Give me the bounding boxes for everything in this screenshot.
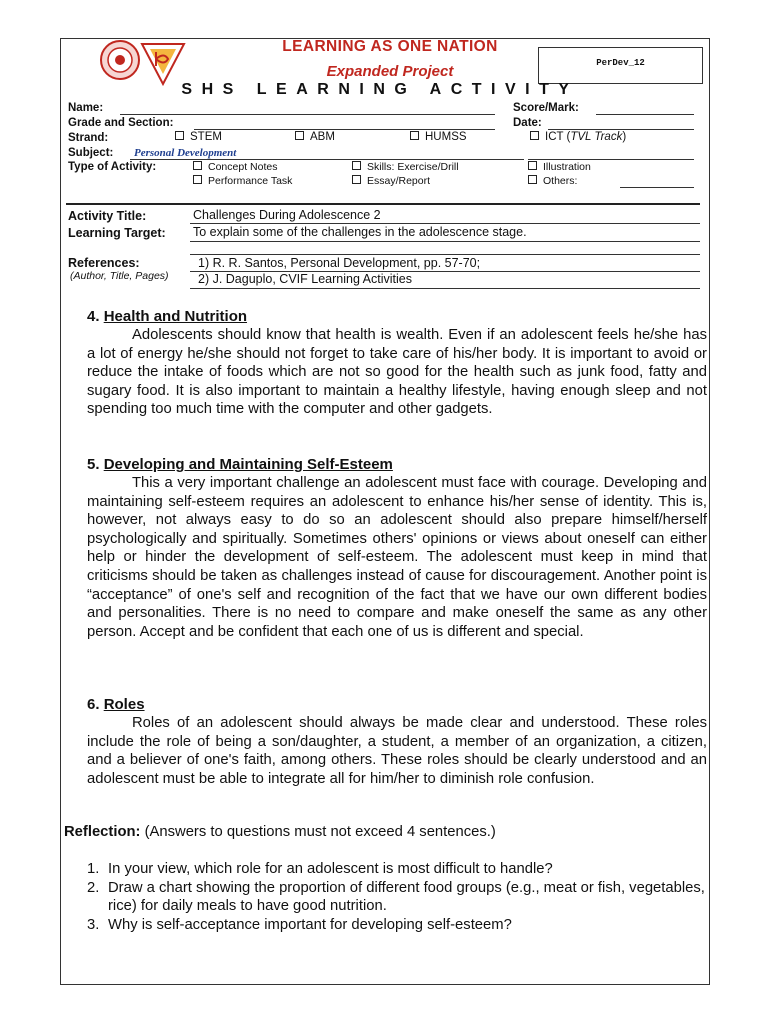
checkbox[interactable]	[352, 175, 361, 184]
type-option-others[interactable]: Others:	[528, 175, 577, 187]
section-heading-self-esteem: 5. Developing and Maintaining Self-Esteem	[87, 456, 393, 473]
list-item: 2. Draw a chart showing the proportion of different food groups (e.g., meat or fish, vegetables, rice) for daily meals to have good nutrition.	[87, 879, 705, 915]
checkbox[interactable]	[528, 175, 537, 184]
banner-title: LEARNING AS ONE NATION	[282, 38, 498, 55]
activity-title-value: Challenges During Adolescence 2	[193, 208, 381, 222]
checkbox[interactable]	[193, 161, 202, 170]
section-heading-health: 4. Health and Nutrition	[87, 308, 248, 325]
reference-line-2	[190, 288, 700, 289]
type-option-performance-task[interactable]: Performance Task	[193, 175, 292, 187]
date-field[interactable]	[548, 129, 694, 130]
grade-section-field[interactable]	[194, 129, 495, 130]
reference-line-top	[190, 254, 700, 255]
score-field[interactable]	[596, 114, 694, 115]
checkbox[interactable]	[528, 161, 537, 170]
learning-target-label: Learning Target:	[68, 226, 166, 240]
references-label: References:	[68, 256, 140, 270]
banner-subtitle: Expanded Project	[326, 63, 454, 80]
section-heading-roles: 6. Roles	[87, 696, 145, 713]
section-body-health: Adolescents should know that health is wealth. Even if an adolescent feels he/she has a lot of energy he/she should not forget to take care of his/her body. It is important to avoid or reduce the intake of foods which are not so good for the health such as junk food, fatty and sugary food. It is also important to maintain a healthy lifestyle, having enough sleep and not spending too much time with the computer and other gadgets.	[87, 327, 707, 418]
subject-extra-line	[528, 159, 694, 160]
strand-option-ict[interactable]: ICT (TVL Track)	[530, 131, 626, 143]
reflection-instruction: Reflection: (Answers to questions must not exceed 4 sentences.)	[64, 824, 496, 840]
section-body-self-esteem: This a very important challenge an adolescent must face with courage. Developing and maintaining self-esteem requires an adolescent to enhance his/her sense of identity. This is, however, not always easy to do so an adolescent should also prepare himself/herself psychologically and spiritually. Sometimes others' opinions or views about oneself can either help or hinder the development of self-esteem. The adolescent must keep in mind that criticisms should be taken as challenges instead of cause for discouragement. Another point is “acceptance” of one's self and recognition of the fact that we have our own different bodies and personalities. There is no need to compare and make oneself the same as any other person. Accept and be confident that each one of us is different and special.	[87, 475, 707, 640]
list-item: 1. In your view, which role for an adolescent is most difficult to handle?	[87, 861, 553, 877]
activity-title-label: Activity Title:	[68, 209, 147, 223]
strand-label: Strand:	[68, 132, 109, 144]
references-hint: (Author, Title, Pages)	[70, 270, 169, 282]
name-field[interactable]	[120, 114, 495, 115]
checkbox[interactable]	[295, 131, 304, 140]
learning-target-value: To explain some of the challenges in the adolescence stage.	[193, 225, 527, 239]
checkbox[interactable]	[193, 175, 202, 184]
learning-target-line	[190, 241, 700, 242]
subject-label: Subject:	[68, 147, 114, 159]
reference-2: 2) J. Daguplo, CVIF Learning Activities	[198, 272, 412, 286]
name-label: Name:	[68, 102, 104, 114]
checkbox[interactable]	[530, 131, 539, 140]
reflection-questions	[87, 860, 707, 934]
strand-option-abm[interactable]: ABM	[295, 131, 335, 143]
date-label: Date:	[513, 117, 542, 129]
type-option-concept-notes[interactable]: Concept Notes	[193, 161, 277, 173]
dlp-logo	[142, 44, 184, 84]
grade-section-label: Grade and Section:	[68, 117, 174, 129]
subject-field[interactable]	[130, 159, 524, 160]
subject-value: Personal Development	[134, 147, 237, 159]
course-code-box: PerDev_12	[538, 47, 703, 84]
strand-option-stem[interactable]: STEM	[175, 131, 222, 143]
school-seal-logo	[101, 41, 139, 79]
section-divider	[66, 203, 700, 205]
checkbox[interactable]	[410, 131, 419, 140]
section-body-roles: Roles of an adolescent should always be made clear and understood. These roles include the role of being a son/daughter, a student, a member of an organization, a citizen, and a believer of one's faith, among others. These roles should be clearly understood and an adolescent must be able to integrate all for him/her to diminish role confusion.	[87, 715, 707, 787]
checkbox[interactable]	[175, 131, 184, 140]
type-option-skills[interactable]: Skills: Exercise/Drill	[352, 161, 459, 173]
score-label: Score/Mark:	[513, 102, 579, 114]
checkbox[interactable]	[352, 161, 361, 170]
strand-option-humss[interactable]: HUMSS	[410, 131, 467, 143]
others-field[interactable]	[620, 187, 694, 188]
type-option-illustration[interactable]: Illustration	[528, 161, 591, 173]
activity-title-line	[190, 223, 700, 224]
list-item: 3. Why is self-acceptance important for developing self-esteem?	[87, 916, 512, 933]
reference-1: 1) R. R. Santos, Personal Development, pp. 57-70;	[198, 256, 481, 270]
activity-sheet-title: SHS LEARNING ACTIVITY	[181, 81, 579, 98]
type-option-essay[interactable]: Essay/Report	[352, 175, 430, 187]
activity-type-label: Type of Activity:	[68, 161, 157, 173]
